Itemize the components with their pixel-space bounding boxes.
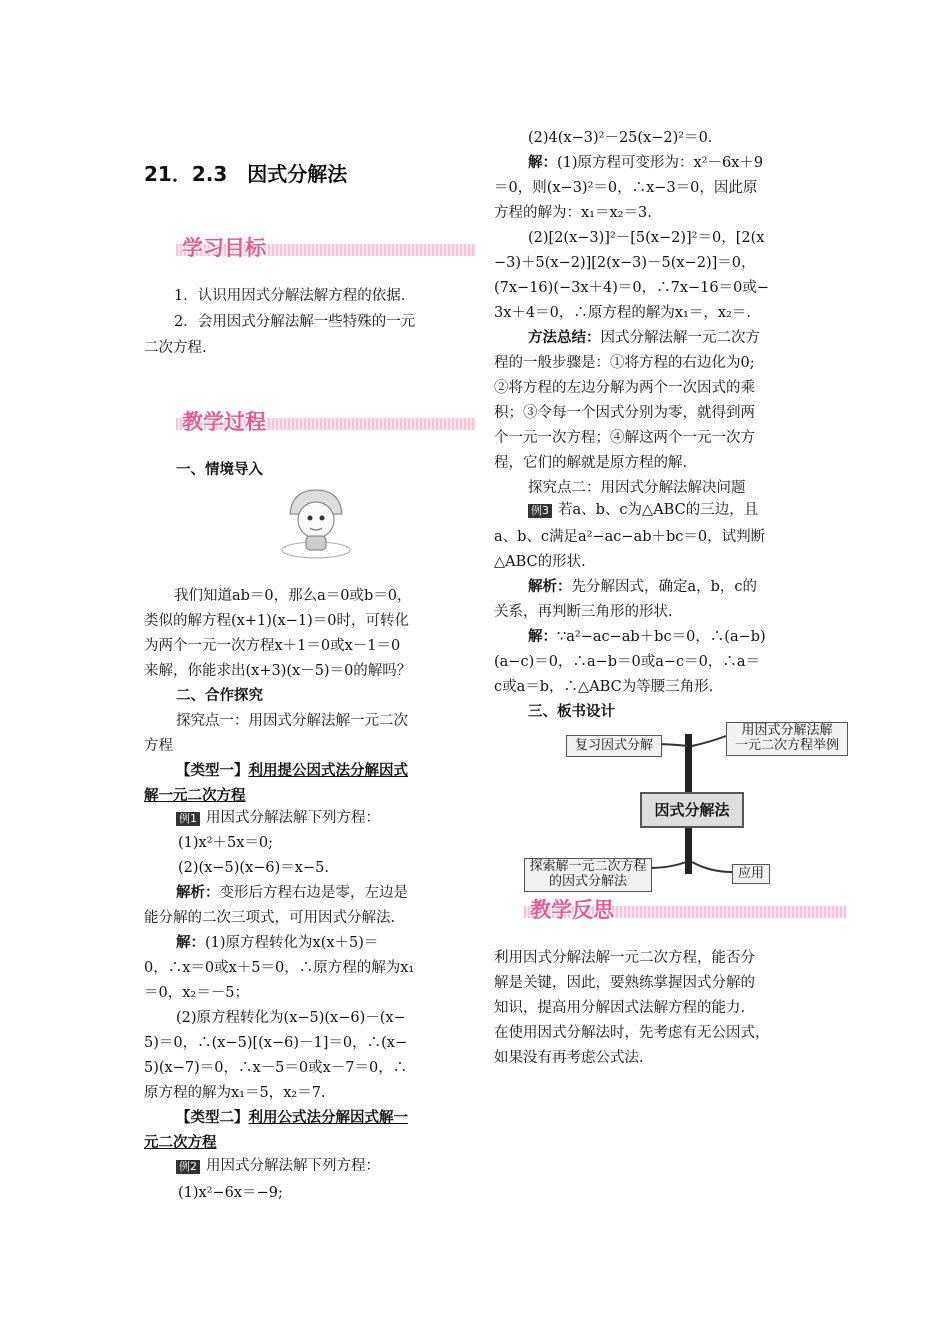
example-3-text: 若a、b、c为△ABC的三边，且 bbox=[558, 502, 759, 518]
section-board-heading: 三、板书设计 bbox=[528, 704, 615, 720]
intro-line-3: 为两个一元一次方程x＋1＝0或x－1＝0 bbox=[144, 638, 401, 654]
example-1 bbox=[176, 808, 380, 828]
solution-1-line-2: 0，∴x＝0或x＋5＝0，∴原方程的解为x₁ bbox=[144, 960, 415, 976]
example-1-item-1: (1)x²＋5x＝0; bbox=[178, 835, 274, 851]
goals-banner bbox=[176, 232, 476, 260]
section-intro-heading: 一、情境导入 bbox=[176, 462, 263, 478]
probe-2: 探究点二：用因式分解法解决问题 bbox=[528, 480, 746, 496]
reflection-line-2: 解是关键，因此，要熟练掌握因式分解的 bbox=[494, 975, 755, 991]
reflection-banner bbox=[524, 894, 846, 922]
analysis-3-cont: 关系，再判断三角形的形状. bbox=[494, 604, 673, 620]
board-node-review-factoring: 复习因式分解 bbox=[566, 735, 662, 757]
intro-line-2: 类似的解方程(x+1)(x−1)＝0时，可转化 bbox=[144, 613, 409, 629]
example-2-label: 例2 bbox=[176, 1160, 200, 1174]
solution-3-text: ∵a²−ac−ab＋bc＝0，∴(a−b) bbox=[557, 629, 766, 645]
solution-2-label: 解： bbox=[528, 155, 557, 171]
intro-line-4: 来解，你能求出(x+3)(x－5)＝0的解吗？ bbox=[144, 663, 412, 679]
solution-2-line-5: −3)＋5(x−2)][2(x−3)－5(x−2)]＝0， bbox=[494, 255, 756, 271]
solution-2 bbox=[528, 153, 763, 173]
example-2-text: 用因式分解法解下列方程： bbox=[206, 1158, 380, 1174]
board-node-solving-examples bbox=[726, 722, 848, 756]
reflection-banner-text: 教学反思 bbox=[530, 898, 614, 922]
process-banner bbox=[176, 406, 476, 434]
solution-3 bbox=[528, 627, 766, 647]
example-3-line-2: a、b、c满足a²−ac−ab＋bc＝0，试判断 bbox=[494, 529, 766, 545]
solution-1 bbox=[176, 933, 378, 953]
solution-1-label: 解： bbox=[176, 935, 205, 951]
method-line-3: ②将方程的左边分解为两个一次因式的乘 bbox=[494, 380, 755, 396]
probe-1-line-2: 方程 bbox=[144, 738, 173, 754]
solution-2-line-6: (7x−16)(−3x＋4)＝0，∴7x−16＝0或− bbox=[494, 280, 770, 296]
method-summary-text: 因式分解法解一元二次方 bbox=[600, 330, 760, 346]
type-2-tag: 【类型二】 bbox=[176, 1110, 249, 1126]
cartoon-child-image bbox=[276, 484, 354, 560]
example-3 bbox=[528, 500, 758, 520]
analysis-3 bbox=[528, 577, 757, 597]
goal-2-cont: 二次方程. bbox=[144, 340, 207, 356]
solution-2-line-4: (2)[2(x−3)]²－[5(x−2)]²＝0，[2(x bbox=[528, 230, 765, 246]
analysis-1 bbox=[176, 883, 408, 903]
board-node-solving-examples-line-1: 用因式分解法解 bbox=[741, 723, 833, 738]
example-3-line-3: △ABC的形状. bbox=[494, 554, 586, 570]
method-summary bbox=[528, 328, 760, 348]
reflection-line-5: 如果没有再考虑公式法. bbox=[494, 1050, 644, 1066]
solution-3-label: 解： bbox=[528, 629, 557, 645]
example-2-item-1: (1)x²−6x＝−9; bbox=[178, 1185, 283, 1201]
analysis-1-label: 解析： bbox=[176, 885, 220, 901]
solution-2-text: (1)原方程可变形为：x²－6x＋9 bbox=[557, 155, 764, 171]
board-node-central: 因式分解法 bbox=[640, 792, 744, 828]
example-2-item-2: (2)4(x−3)²－25(x−2)²＝0. bbox=[528, 130, 713, 146]
type-1-heading bbox=[176, 761, 408, 781]
solution-1-line-6: 5)(x−7)＝0，∴x－5＝0或x－7＝0，∴ bbox=[144, 1060, 408, 1076]
solution-1-line-4: (2)原方程转化为(x−5)(x−6)－(x− bbox=[176, 1010, 406, 1026]
section-explore-heading: 二、合作探究 bbox=[176, 688, 263, 704]
example-1-text: 用因式分解法解下列方程： bbox=[206, 810, 380, 826]
solution-1-text: (1)原方程转化为x(x＋5)＝ bbox=[205, 935, 379, 951]
example-2 bbox=[176, 1156, 380, 1176]
board-node-solving-examples-line-2: 一元二次方程举例 bbox=[734, 738, 839, 753]
intro-line-1: 我们知道ab＝0，那么a＝0或b＝0， bbox=[174, 588, 412, 604]
method-line-4: 积；③令每一个因式分别为零，就得到两 bbox=[494, 405, 755, 421]
reflection-line-3: 知识，提高用分解因式法解方程的能力. bbox=[494, 1000, 746, 1016]
type-2-heading bbox=[176, 1108, 408, 1128]
solution-2-line-3: 方程的解为：x₁＝x₂＝3. bbox=[494, 205, 652, 221]
type-1-title: 利用提公因式法分解因式 bbox=[248, 763, 408, 779]
example-1-label: 例1 bbox=[176, 812, 200, 826]
probe-1-line-1: 探究点一：用因式分解法解一元二次 bbox=[176, 713, 408, 729]
type-1-tag: 【类型一】 bbox=[176, 763, 249, 779]
goal-2: 2．会用因式分解法解一些特殊的一元 bbox=[174, 314, 416, 330]
type-2-title-cont: 元二次方程 bbox=[144, 1135, 217, 1151]
reflection-line-1: 利用因式分解法解一元二次方程，能否分 bbox=[494, 950, 755, 966]
method-line-6: 程，它们的解就是原方程的解. bbox=[494, 455, 688, 471]
solution-2-line-7: 3x＋4＝0，∴原方程的解为x₁＝，x₂＝. bbox=[494, 305, 751, 321]
board-node-explore-method bbox=[524, 858, 652, 892]
solution-1-line-3: ＝0，x₂＝－5； bbox=[144, 985, 249, 1001]
analysis-3-label: 解析： bbox=[528, 579, 572, 595]
reflection-line-4: 在使用因式分解法时，先考虑有无公因式， bbox=[494, 1025, 770, 1041]
example-1-item-2: (2)(x−5)(x−6)＝x−5. bbox=[178, 860, 329, 876]
solution-3-line-3: c或a＝b，∴△ABC为等腰三角形. bbox=[494, 679, 714, 695]
method-line-5: 个一元一次方程；④解这两个一元一次方 bbox=[494, 430, 755, 446]
solution-3-line-2: (a−c)＝0，∴a−b＝0或a−c＝0，∴a＝ bbox=[494, 654, 761, 670]
example-3-label: 例3 bbox=[528, 504, 552, 518]
type-1-title-cont: 解一元二次方程 bbox=[144, 788, 246, 804]
board-node-application: 应用 bbox=[732, 864, 770, 884]
analysis-1-cont: 能分解的二次三项式，可用因式分解法. bbox=[144, 910, 396, 926]
process-banner-text: 教学过程 bbox=[182, 410, 266, 434]
board-node-explore-method-line-1: 探索解一元二次方程 bbox=[529, 859, 647, 874]
analysis-3-text: 先分解因式，确定a，b，c的 bbox=[571, 579, 758, 595]
solution-2-line-2: ＝0，则(x−3)²＝0，∴x−3＝0，因此原 bbox=[494, 180, 758, 196]
goals-banner-text: 学习目标 bbox=[182, 236, 266, 260]
solution-1-line-7: 原方程的解为x₁＝5，x₂＝7. bbox=[144, 1085, 326, 1101]
analysis-1-text: 变形后方程右边是零，左边是 bbox=[219, 885, 408, 901]
page-title: 21．2.3 因式分解法 bbox=[144, 162, 348, 186]
solution-1-line-5: 5)＝0，∴(x−5)[(x−6)－1]＝0，∴(x− bbox=[144, 1035, 408, 1051]
method-summary-label: 方法总结： bbox=[528, 330, 601, 346]
goal-1: 1．认识用因式分解法解方程的依据. bbox=[174, 288, 406, 304]
type-2-title: 利用公式法分解因式解一 bbox=[248, 1110, 408, 1126]
method-line-2: 程的一般步骤是：①将方程的右边化为0; bbox=[494, 355, 755, 371]
board-node-explore-method-line-2: 的因式分解法 bbox=[548, 874, 627, 889]
